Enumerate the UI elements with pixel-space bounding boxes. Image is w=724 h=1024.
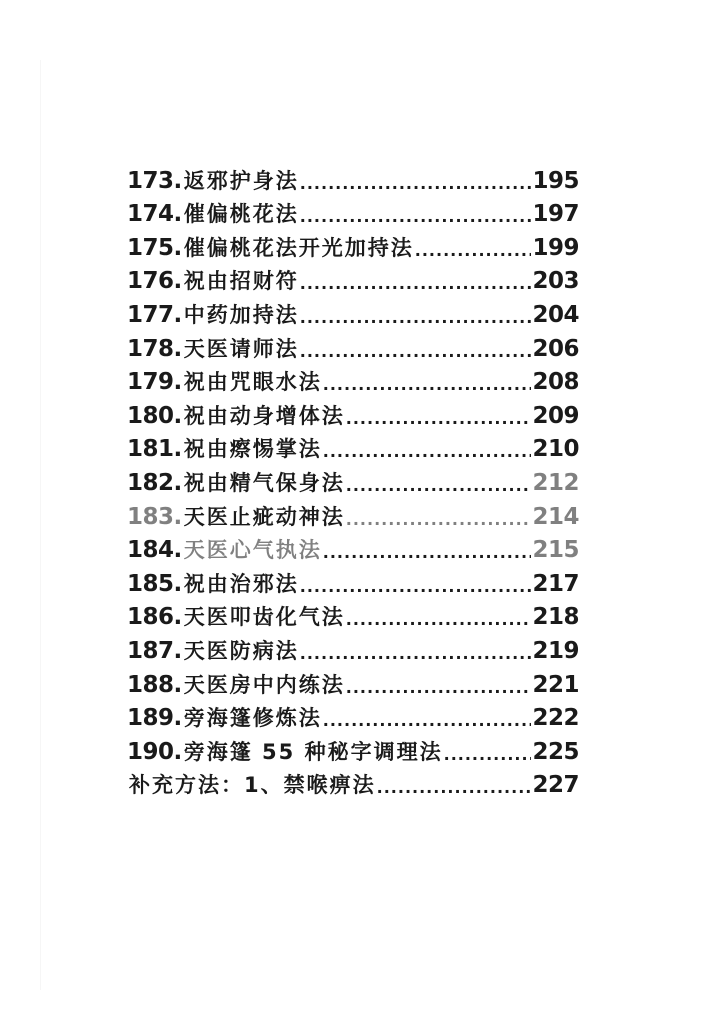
toc-number: 185. — [127, 570, 182, 597]
toc-page-number: 214 — [532, 503, 579, 530]
toc-number: 177. — [127, 301, 182, 328]
toc-title: 祝由治邪法 — [183, 571, 299, 596]
scan-edge-shadow — [40, 60, 41, 990]
toc-row — [127, 198, 579, 232]
toc-row — [127, 298, 579, 332]
toc-title: 天医请师法 — [183, 336, 299, 361]
toc-number: 187. — [127, 637, 182, 664]
toc-page-number: 217 — [532, 570, 579, 597]
toc-leader-dots — [300, 333, 532, 366]
toc-title: 补充方法：1、禁喉痹法 — [129, 773, 376, 798]
toc-leader-dots — [300, 165, 532, 198]
toc-row — [127, 466, 579, 500]
toc-row — [127, 769, 579, 803]
toc-page-number: 195 — [532, 167, 579, 194]
toc-row — [127, 500, 579, 534]
toc-title: 祝由招财符 — [183, 269, 299, 294]
toc-leader-dots — [346, 400, 532, 433]
toc-leader-dots — [300, 198, 532, 231]
toc-page-number: 204 — [532, 301, 579, 328]
toc-leader-dots — [377, 769, 532, 802]
toc-number: 181. — [127, 436, 182, 463]
toc-number: 189. — [127, 705, 182, 732]
toc-page-number: 221 — [532, 671, 579, 698]
toc-number: 174. — [127, 201, 182, 228]
toc-title: 旁海篷 55 种秘字调理法 — [183, 739, 443, 764]
toc-title: 旁海篷修炼法 — [183, 706, 322, 731]
toc-page-number: 206 — [532, 335, 579, 362]
toc-row — [127, 399, 579, 433]
toc-title: 天医叩齿化气法 — [183, 605, 345, 630]
toc-title: 祝由精气保身法 — [183, 470, 345, 495]
toc-row — [127, 702, 579, 736]
toc-leader-dots — [300, 265, 532, 298]
toc-number: 183. — [127, 503, 182, 530]
toc-page-number: 197 — [532, 201, 579, 228]
toc-number: 175. — [127, 234, 182, 261]
toc-leader-dots — [323, 433, 532, 466]
toc-row — [127, 332, 579, 366]
toc-number: 184. — [127, 537, 182, 564]
toc-leader-dots — [346, 467, 532, 500]
toc-number: 176. — [127, 268, 182, 295]
toc-leader-dots — [346, 669, 532, 702]
toc-number: 173. — [127, 167, 182, 194]
toc-leader-dots — [300, 299, 532, 332]
toc-title: 返邪护身法 — [183, 168, 299, 193]
toc-row — [127, 433, 579, 467]
toc-page-number: 208 — [532, 369, 579, 396]
toc-page-number: 225 — [532, 738, 579, 765]
toc-page-number: 203 — [532, 268, 579, 295]
toc-title: 催偏桃花法 — [183, 202, 299, 227]
toc-number: 178. — [127, 335, 182, 362]
toc-leader-dots — [323, 534, 532, 567]
toc-leader-dots — [323, 366, 532, 399]
toc-title: 天医心气执法 — [183, 538, 322, 563]
toc-page-number: 215 — [532, 537, 579, 564]
toc-title: 天医防病法 — [183, 638, 299, 663]
toc-row — [127, 366, 579, 400]
toc-page-number: 222 — [532, 705, 579, 732]
toc-leader-dots — [346, 501, 532, 534]
toc-row — [127, 164, 579, 198]
toc-title: 中药加持法 — [183, 302, 299, 327]
toc-page-number: 209 — [532, 402, 579, 429]
toc-number: 188. — [127, 671, 182, 698]
toc-number: 190. — [127, 738, 182, 765]
toc-leader-dots — [323, 702, 532, 735]
toc-title: 祝由咒眼水法 — [183, 370, 322, 395]
toc-number: 186. — [127, 604, 182, 631]
toc-row — [127, 231, 579, 265]
toc-row — [127, 634, 579, 668]
toc-page-number: 218 — [532, 604, 579, 631]
toc-leader-dots — [346, 601, 532, 634]
toc-page-number: 212 — [532, 469, 579, 496]
toc-title: 祝由瘵惕掌法 — [183, 437, 322, 462]
toc-title: 催偏桃花法开光加持法 — [183, 235, 414, 260]
toc-row — [127, 567, 579, 601]
toc-number: 180. — [127, 402, 182, 429]
toc-leader-dots — [300, 568, 532, 601]
toc-row — [127, 735, 579, 769]
toc-row — [127, 265, 579, 299]
toc-row — [127, 534, 579, 568]
toc-title: 天医房中内练法 — [183, 672, 345, 697]
toc-title: 祝由动身增体法 — [183, 403, 345, 428]
toc-number: 182. — [127, 469, 182, 496]
toc-row — [127, 668, 579, 702]
toc-page-number: 227 — [532, 772, 579, 799]
toc-leader-dots — [415, 232, 532, 265]
toc-page-number: 219 — [532, 637, 579, 664]
toc-number: 179. — [127, 369, 182, 396]
toc-page-number: 199 — [532, 234, 579, 261]
toc-leader-dots — [300, 635, 532, 668]
toc-leader-dots — [444, 736, 532, 769]
toc-page-number: 210 — [532, 436, 579, 463]
table-of-contents — [127, 164, 579, 802]
toc-row — [127, 601, 579, 635]
toc-title: 天医止疵动神法 — [183, 504, 345, 529]
